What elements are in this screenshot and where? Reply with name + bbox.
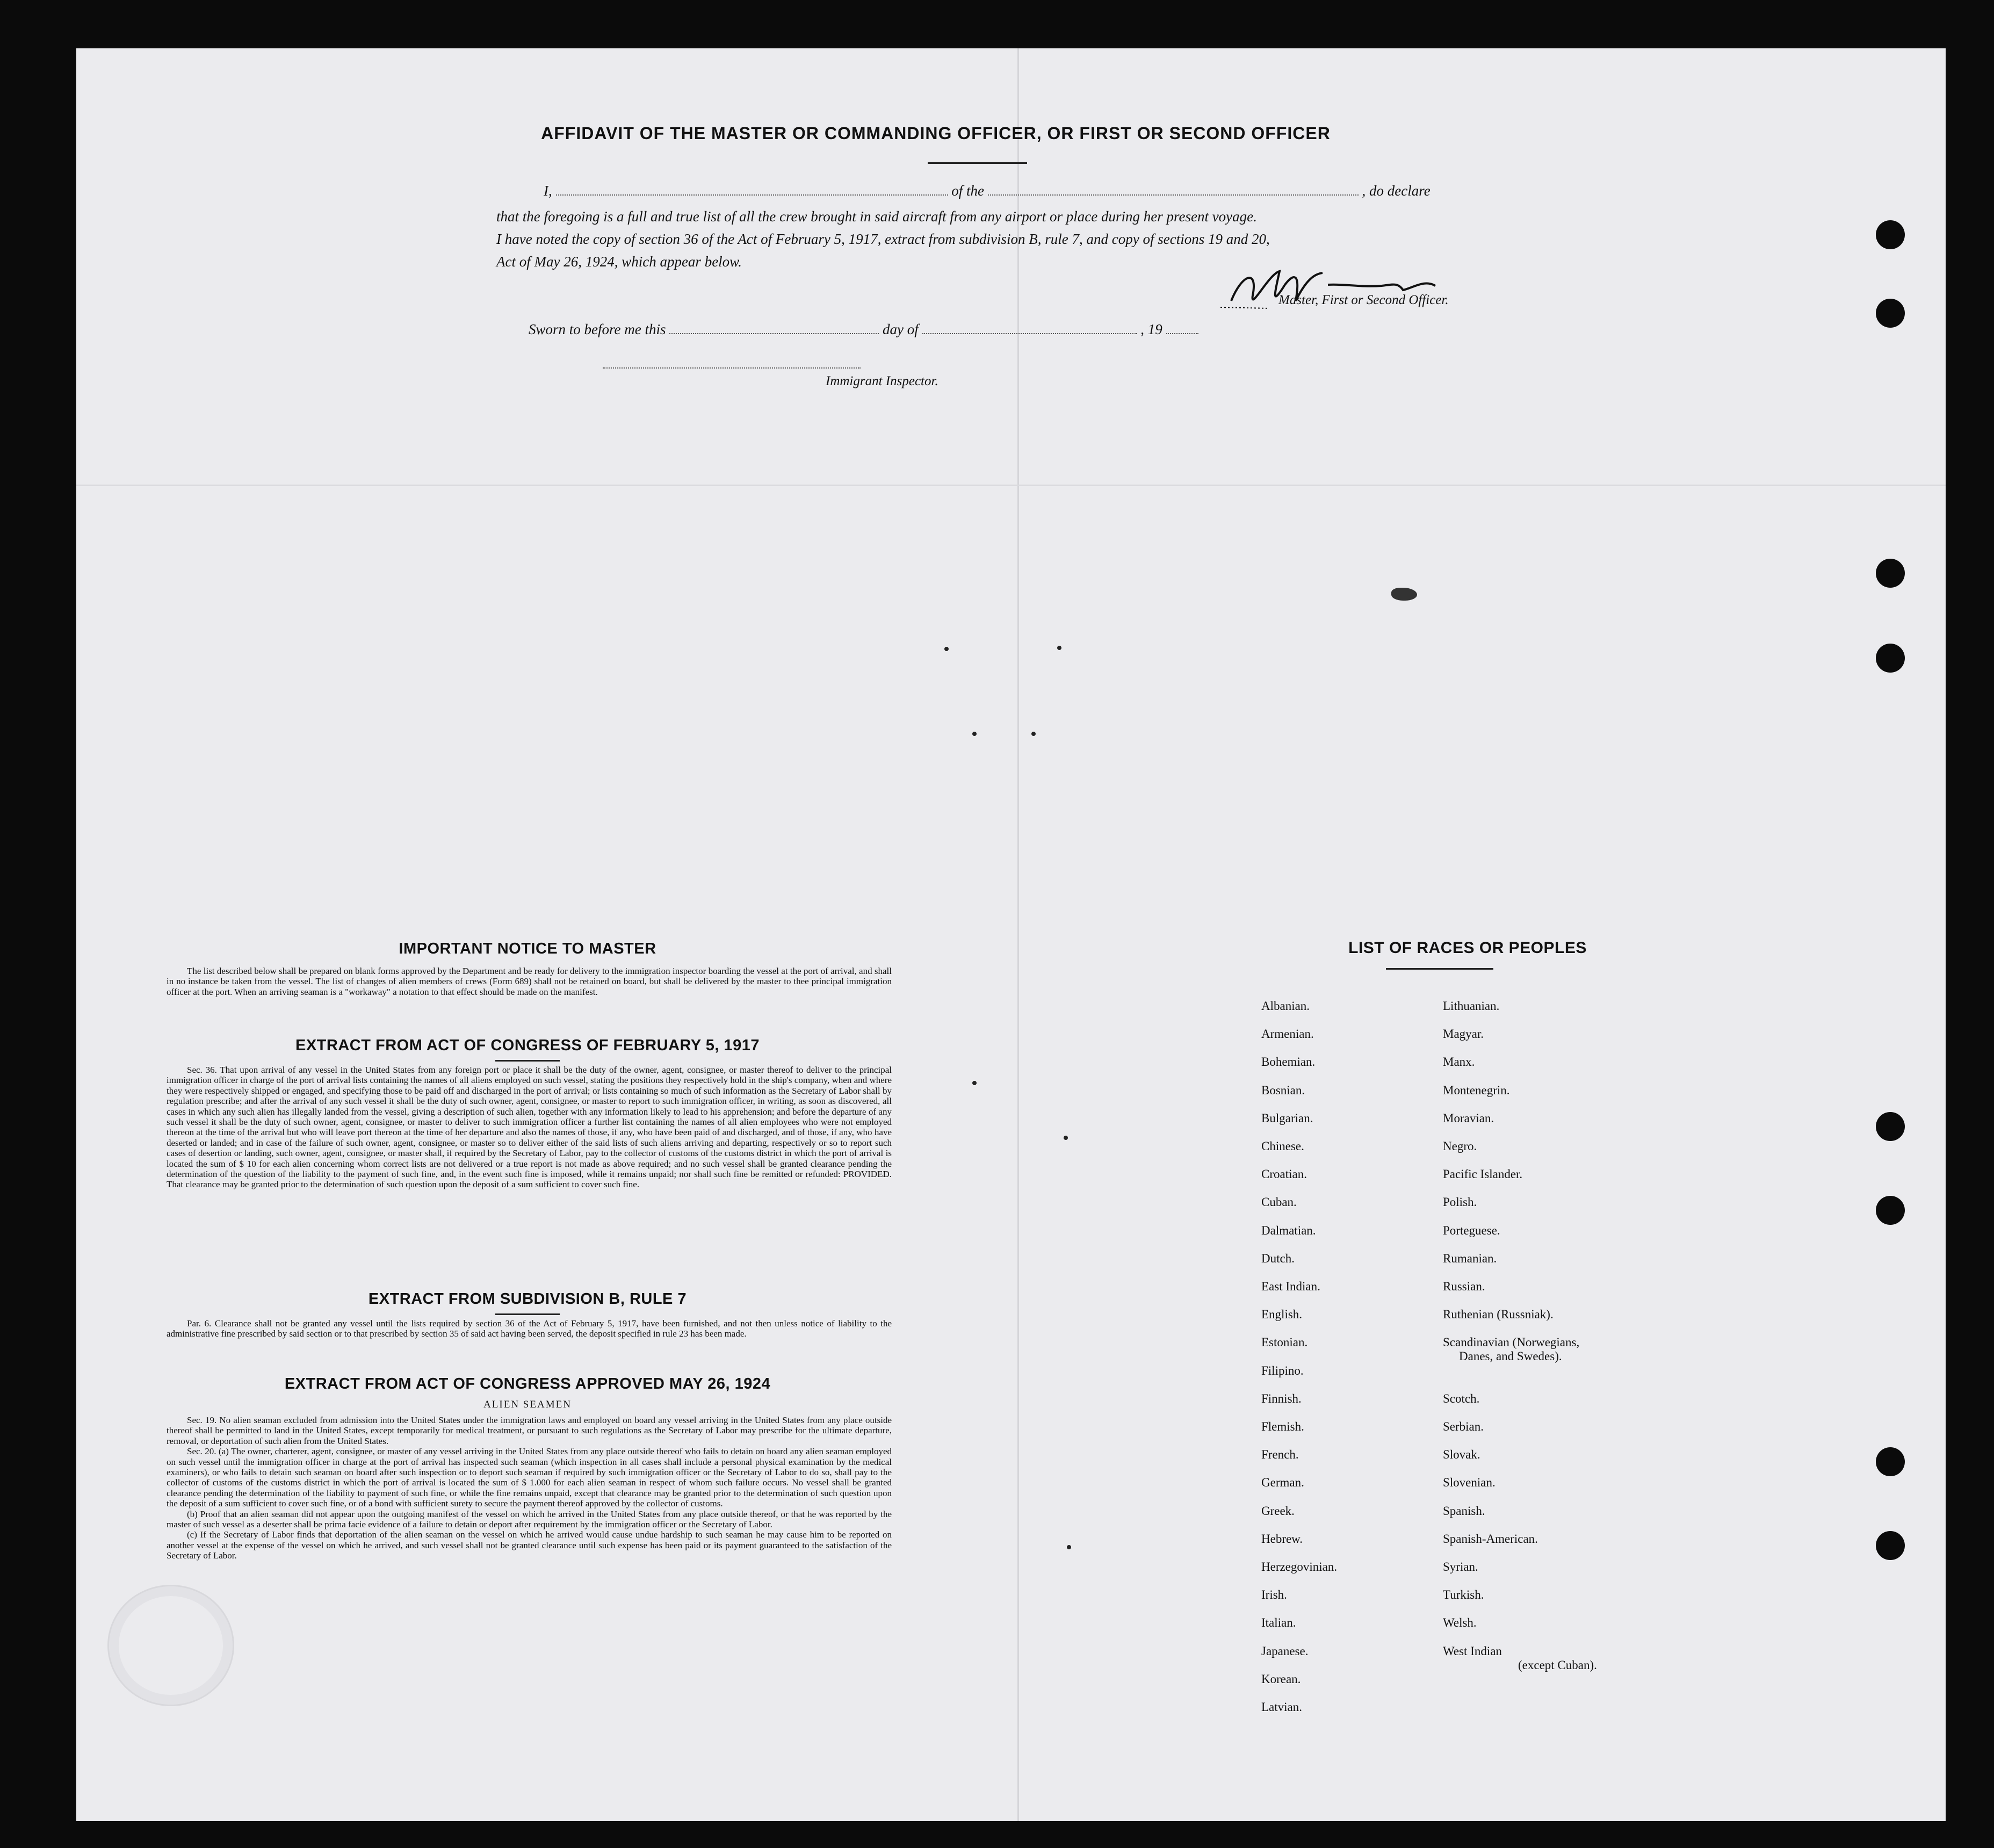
race-item: Korean. bbox=[1261, 1672, 1301, 1686]
race-item: Turkish. bbox=[1443, 1588, 1484, 1602]
sec-36-paragraph: Sec. 36. That upon arrival of any vessel in the United States from any foreign port or place it shall be the duty of the owner, agent, consignee, or master thereof to deliver to the principal immigration officer in charge of the port of arrival lists containing the names of all aliens employed on such vessel, stating the positions they respectively hold in the ship's company, when and where they were respectively shipped or engaged, and specifying those to be paid off and discharged in the port of arrival; or lists containing so much of such information as the Secretary of Labor shall by regulation prescribe; and after the arrival of any such vessel it shall be the duty of such owner, agent, consignee, or master to report to such immigration officer, in writing, as soon as discovered, all cases in which any such alien has illegally landed from the vessel, giving a description of such alien, together with any information likely to lead to his apprehension; and before the departure of any such vessel it shall be the duty of such owner, agent, consignee, or master to deliver to such immigration officer a further list containing the names of all alien employees who were not employed thereon at the time of the arrival but who will leave port thereon at the time of her departure and also the names of those, if any, who have been paid of and discharged, and of those, if any, who have deserted or landed; and in case of the failure of such owner, agent, consignee, or master so to deliver either of the said lists of such aliens arriving and departing, respectively or so to report such cases of desertion or landing, such owner, agent, consignee, or master shall, if required by the Secretary of Labor, pay to the collector of customs of the customs district in which the port of arrival is located the sum of $ 10 for each alien concerning whom correct lists are not delivered or a true report is not made as above required; and no such vessel shall be granted clearance pending the determination of the question of the liability to the payment of such fine, and, in the event such fine is imposed, while it remains unpaid; nor shall such fine be remitted or refunded: PROVIDED. That clearance may be granted prior to the determination of such question upon the deposit of a sum sufficient to cover such fine. bbox=[167, 1065, 892, 1190]
race-item: Dutch. bbox=[1261, 1251, 1295, 1265]
sworn-day-field[interactable] bbox=[669, 322, 879, 334]
day-of-label: day of bbox=[883, 321, 919, 337]
sec-20c-paragraph: (c) If the Secretary of Labor finds that deportation of the alien seaman on the vessel on which he arrived would cause undue hardship to such seaman he may cause him to be reported on another vessel at the expense of the vessel on which he arrived, and such vessel shall not be granted clearance until such expense has been paid or its payment guaranteed to the satisfaction of the Secretary of Labor. bbox=[167, 1529, 892, 1561]
race-item: Armenian. bbox=[1261, 1027, 1314, 1041]
ink-speck bbox=[1067, 1545, 1071, 1549]
alien-seamen-subhead: ALIEN SEAMEN bbox=[483, 1399, 572, 1410]
race-item: Bulgarian. bbox=[1261, 1111, 1313, 1125]
affidavit-line-2: that the foregoing is a full and true list of all the crew brought in said aircraft from any airport or place during her present voyage. bbox=[496, 208, 1257, 225]
race-item: Japanese. bbox=[1261, 1644, 1309, 1658]
sec-19-paragraph: Sec. 19. No alien seaman excluded from admission into the United States under the immigration laws and employed on board any vessel arriving in the United States from any place outside thereof shall be permitted to land in the United States, except temporarily for medical treatment, or pursuant to such regulations as the Secretary of Labor may prescribe for the ultimate departure, removal, or deportation of such alien from the United States. bbox=[167, 1415, 892, 1446]
race-item: Greek. bbox=[1261, 1504, 1295, 1518]
race-item: Italian. bbox=[1261, 1616, 1296, 1630]
race-item: Rumanian. bbox=[1443, 1251, 1497, 1265]
do-declare-label: , do declare bbox=[1362, 183, 1431, 199]
race-item: Manx. bbox=[1443, 1055, 1475, 1069]
ink-smudge bbox=[1391, 588, 1417, 601]
punch-hole bbox=[1876, 299, 1905, 328]
punch-hole bbox=[1876, 559, 1905, 588]
sec-20b-paragraph: (b) Proof that an alien seaman did not appear upon the outgoing manifest of the vessel on which he arrived in the United States from any place outside thereof, or that he was reported by the master of such vessel as a deserter shall be prima facie evidence of a failure to detain or deport after requirement by the immigration officer or the Secretary of Labor. bbox=[167, 1508, 892, 1530]
race-item: Bohemian. bbox=[1261, 1055, 1316, 1069]
race-item-continuation: (except Cuban). bbox=[1518, 1658, 1597, 1672]
race-item-continuation: Danes, and Swedes). bbox=[1459, 1349, 1562, 1363]
race-item: Negro. bbox=[1443, 1139, 1477, 1153]
race-item: Chinese. bbox=[1261, 1139, 1304, 1153]
race-item: Estonian. bbox=[1261, 1336, 1308, 1349]
race-item: Slovenian. bbox=[1443, 1476, 1496, 1490]
race-item: Flemish. bbox=[1261, 1420, 1304, 1433]
race-item: Ruthenian (Russniak). bbox=[1443, 1308, 1554, 1322]
race-item: Bosnian. bbox=[1261, 1083, 1305, 1097]
race-item: West Indian (except Cuban). bbox=[1443, 1644, 1597, 1672]
race-item: Dalmatian. bbox=[1261, 1223, 1316, 1237]
race-item: Hebrew. bbox=[1261, 1532, 1303, 1546]
section-rule bbox=[495, 1060, 560, 1062]
ink-speck bbox=[1057, 646, 1061, 650]
race-item: Finnish. bbox=[1261, 1391, 1302, 1405]
races-rule bbox=[1386, 968, 1493, 970]
of-the-label: of the bbox=[951, 183, 984, 199]
sec-20a-paragraph: Sec. 20. (a) The owner, charterer, agent, consignee, or master of any vessel arriving in the United States from any place outside thereof who fails to detain on board any alien seaman employed on such vessel until the immigration officer in charge at the port of arrival has inspected such seaman (which inspection in all cases shall include a personal physical examination by the medical examiners), or who fails to detain such seaman on board after such inspection or to deport such seaman if required by such immigration officer or the Secretary of Labor to do so, shall pay to the collector of customs of the customs district in which the port of arrival is located the sum of $ 1.000 for each alien seaman in respect of whom such failure occurs. No vessel shall be granted clearance pending the determination of the liability to payment of such fine, or while the fine remains unpaid, except that clearance may be granted prior to the determination of such question upon the deposit of a sum sufficient to cover such fine, or of a bond with sufficient surety to secure the payment thereof approved by the collector of customs. bbox=[167, 1446, 892, 1509]
affidavit-title: AFFIDAVIT OF THE MASTER OR COMMANDING OFFICER, OR FIRST OR SECOND OFFICER bbox=[541, 124, 1331, 143]
race-item: French. bbox=[1261, 1448, 1299, 1462]
punch-hole bbox=[1876, 1447, 1905, 1476]
sworn-line bbox=[529, 321, 1198, 338]
race-item: Scandinavian (Norwegians, Danes, and Swedes). bbox=[1443, 1336, 1580, 1363]
race-item: Cuban. bbox=[1261, 1195, 1297, 1209]
race-item: German. bbox=[1261, 1476, 1304, 1490]
fold-line-vertical bbox=[1017, 48, 1019, 1821]
extract-1924-title: EXTRACT FROM ACT OF CONGRESS APPROVED MAY 26, 1924 bbox=[284, 1375, 771, 1392]
affidavit-line-3: I have noted the copy of section 36 of the Act of February 5, 1917, extract from subdivision B, rule 7, and copy of sections 19 and 20, bbox=[496, 231, 1270, 247]
notice-paragraph: The list described below shall be prepared on blank forms approved by the Department and be ready for delivery to the immigration inspector boarding the vessel at the port of arrival, and shall in no instance be taken from the vessel. The list of changes of alien members of crews (Form 689) shall not be retained on board, but shall be delivered by the master to thee principal immigration officer at the port. When an arriving seaman is a "workaway" a notation to that effect should be made on the manifest. bbox=[167, 966, 892, 997]
extract-1917-text bbox=[167, 1065, 892, 1190]
race-item: Spanish-American. bbox=[1443, 1532, 1538, 1546]
race-item: East Indian. bbox=[1261, 1280, 1320, 1293]
inspector-label: Immigrant Inspector. bbox=[826, 374, 938, 388]
i-label: I, bbox=[544, 183, 552, 199]
inspector-signature-line[interactable] bbox=[603, 367, 861, 369]
race-item: Irish. bbox=[1261, 1588, 1287, 1602]
rule-7-text bbox=[167, 1318, 892, 1339]
ink-speck bbox=[972, 1081, 977, 1085]
race-item: Porteguese. bbox=[1443, 1223, 1500, 1237]
punch-hole bbox=[1876, 1112, 1905, 1141]
races-title: LIST OF RACES OR PEOPLES bbox=[1348, 939, 1587, 957]
ink-speck bbox=[944, 647, 949, 651]
year-label: , 19 bbox=[1140, 321, 1162, 337]
extract-1924-text bbox=[167, 1415, 892, 1561]
race-item: Scotch. bbox=[1443, 1391, 1480, 1405]
race-item: Albanian. bbox=[1261, 999, 1310, 1013]
race-item: Syrian. bbox=[1443, 1560, 1478, 1573]
race-item: Serbian. bbox=[1443, 1420, 1484, 1433]
race-item: Montenegrin. bbox=[1443, 1083, 1510, 1097]
sworn-month-field[interactable] bbox=[922, 322, 1137, 334]
race-item: Croatian. bbox=[1261, 1167, 1307, 1181]
section-rule bbox=[495, 1313, 560, 1315]
document-page bbox=[76, 48, 1946, 1821]
race-item: Herzegovinian. bbox=[1261, 1560, 1338, 1573]
race-item: English. bbox=[1261, 1308, 1303, 1322]
officer-label: Master, First or Second Officer. bbox=[1278, 293, 1449, 307]
race-item: Lithuanian. bbox=[1443, 999, 1500, 1013]
race-item: Magyar. bbox=[1443, 1027, 1484, 1041]
fold-line-horizontal bbox=[76, 485, 1946, 486]
race-item: Russian. bbox=[1443, 1280, 1485, 1293]
punch-hole bbox=[1876, 644, 1905, 673]
race-item: Filipino. bbox=[1261, 1363, 1304, 1377]
rule-7-title: EXTRACT FROM SUBDIVISION B, RULE 7 bbox=[368, 1290, 687, 1308]
race-item: Welsh. bbox=[1443, 1616, 1477, 1630]
sworn-label: Sworn to before me this bbox=[529, 321, 666, 337]
ink-speck bbox=[1031, 732, 1036, 736]
race-item: Slovak. bbox=[1443, 1448, 1480, 1462]
punch-hole bbox=[1876, 1531, 1905, 1560]
ink-speck bbox=[972, 732, 977, 736]
title-rule bbox=[928, 162, 1027, 164]
name-field[interactable] bbox=[556, 184, 948, 196]
par-6-paragraph: Par. 6. Clearance shall not be granted any vessel until the lists required by section 36 of the Act of February 5, 1917, have been furnished, and not then unless notice of liability to the administrative fine prescribed by said section or to that prescribed by section 35 of said act having been served, the deposit specified in rule 23 has been made. bbox=[167, 1318, 892, 1339]
ink-speck bbox=[1064, 1136, 1068, 1140]
affidavit-line-4: Act of May 26, 1924, which appear below. bbox=[496, 254, 742, 270]
sworn-year-field[interactable] bbox=[1166, 322, 1198, 334]
notice-title: IMPORTANT NOTICE TO MASTER bbox=[399, 940, 656, 957]
aircraft-field[interactable] bbox=[988, 184, 1359, 196]
embossed-seal bbox=[107, 1585, 234, 1706]
affidavit-line-1 bbox=[544, 183, 1431, 199]
punch-hole bbox=[1876, 1196, 1905, 1225]
race-item: Latvian. bbox=[1261, 1700, 1302, 1714]
race-item: Pacific Islander. bbox=[1443, 1167, 1523, 1181]
race-item: Polish. bbox=[1443, 1195, 1477, 1209]
punch-hole bbox=[1876, 220, 1905, 249]
notice-text bbox=[167, 966, 892, 997]
race-item: Moravian. bbox=[1443, 1111, 1494, 1125]
extract-1917-title: EXTRACT FROM ACT OF CONGRESS OF FEBRUARY 5, 1917 bbox=[295, 1037, 760, 1054]
race-item: Spanish. bbox=[1443, 1504, 1485, 1518]
